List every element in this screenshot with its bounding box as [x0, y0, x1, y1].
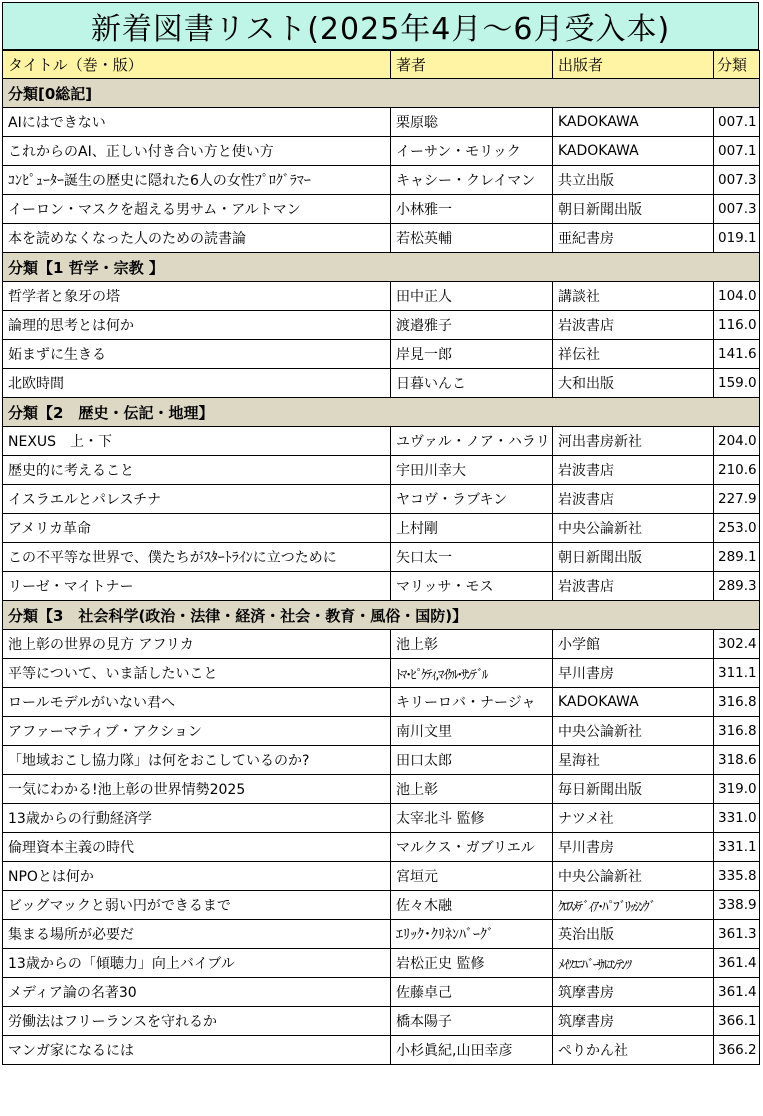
author-cell: 上村剛 — [391, 514, 553, 543]
author-cell: キリーロバ・ナージャ — [391, 688, 553, 717]
book-title-cell: 歴史的に考えること — [3, 456, 391, 485]
book-title-cell: 「地域おこし協力隊」は何をおこしているのか? — [3, 746, 391, 775]
table-body — [3, 79, 760, 1065]
author-cell: 小林雅一 — [391, 195, 553, 224]
book-title-cell: マンガ家になるには — [3, 1036, 391, 1065]
classification-cell: 361.4 — [714, 978, 760, 1007]
classification-cell: 007.1 — [714, 137, 760, 166]
author-cell: 若松英輔 — [391, 224, 553, 253]
table-row — [3, 543, 760, 572]
table-row — [3, 978, 760, 1007]
publisher-cell: KADOKAWA — [553, 688, 714, 717]
classification-cell: 116.0 — [714, 311, 760, 340]
publisher-cell: 岩波書店 — [553, 572, 714, 601]
table-row — [3, 311, 760, 340]
book-title-cell: AIにはできない — [3, 108, 391, 137]
classification-cell: 210.6 — [714, 456, 760, 485]
author-cell: 佐藤卓己 — [391, 978, 553, 1007]
book-title-cell: 池上彰の世界の見方 アフリカ — [3, 630, 391, 659]
table-row — [3, 630, 760, 659]
publisher-cell: ｸﾛｽﾒﾃﾞｨｱ･ﾊﾟﾌﾞﾘｯｼﾝｸﾞ — [553, 891, 714, 920]
classification-cell: 302.4 — [714, 630, 760, 659]
classification-cell: 366.1 — [714, 1007, 760, 1036]
book-title-cell: アファーマティブ・アクション — [3, 717, 391, 746]
classification-cell: 316.8 — [714, 717, 760, 746]
table-row — [3, 369, 760, 398]
publisher-cell: ﾒｲﾂﾕﾆﾊﾞｰｻﾙｺﾝﾃﾝﾂ — [553, 949, 714, 978]
category-label: 分類[0総記] — [3, 79, 760, 108]
table-row — [3, 920, 760, 949]
book-title-cell: NEXUS 上・下 — [3, 427, 391, 456]
book-title-cell: イスラエルとパレスチナ — [3, 485, 391, 514]
category-row — [3, 79, 760, 108]
author-cell: 矢口太一 — [391, 543, 553, 572]
sheet-title: 新着図書リスト(2025年4月～6月受入本) — [2, 2, 759, 50]
table-row — [3, 804, 760, 833]
publisher-cell: 早川書房 — [553, 659, 714, 688]
book-title-cell: 13歳からの行動経済学 — [3, 804, 391, 833]
author-cell: マルクス・ガブリエル — [391, 833, 553, 862]
classification-cell: 331.1 — [714, 833, 760, 862]
classification-cell: 335.8 — [714, 862, 760, 891]
author-cell: 南川文里 — [391, 717, 553, 746]
publisher-cell: KADOKAWA — [553, 137, 714, 166]
author-cell: 橋本陽子 — [391, 1007, 553, 1036]
table-row — [3, 456, 760, 485]
table-row — [3, 717, 760, 746]
author-cell: 宮垣元 — [391, 862, 553, 891]
author-cell: キャシー・クレイマン — [391, 166, 553, 195]
author-cell: ヤコヴ・ラブキン — [391, 485, 553, 514]
book-title-cell: この不平等な世界で、僕たちがｽﾀｰﾄﾗｲﾝに立つために — [3, 543, 391, 572]
author-cell: ﾄﾏ･ﾋﾟｹﾃｨ,ﾏｲｹﾙ･ｻﾝﾃﾞﾙ — [391, 659, 553, 688]
classification-cell: 019.1 — [714, 224, 760, 253]
classification-cell: 338.9 — [714, 891, 760, 920]
classification-cell: 289.1 — [714, 543, 760, 572]
table-row — [3, 833, 760, 862]
category-row — [3, 398, 760, 427]
classification-cell: 319.0 — [714, 775, 760, 804]
table-row — [3, 688, 760, 717]
author-cell: 渡邉雅子 — [391, 311, 553, 340]
table-row — [3, 949, 760, 978]
publisher-cell: KADOKAWA — [553, 108, 714, 137]
header-publisher: 出版者 — [553, 51, 714, 79]
publisher-cell: 講談社 — [553, 282, 714, 311]
author-cell: イーサン・モリック — [391, 137, 553, 166]
author-cell: 宇田川幸大 — [391, 456, 553, 485]
classification-cell: 159.0 — [714, 369, 760, 398]
classification-cell: 331.0 — [714, 804, 760, 833]
book-title-cell: 論理的思考とは何か — [3, 311, 391, 340]
author-cell: 栗原聡 — [391, 108, 553, 137]
author-cell: 岸見一郎 — [391, 340, 553, 369]
publisher-cell: ぺりかん社 — [553, 1036, 714, 1065]
publisher-cell: 朝日新聞出版 — [553, 543, 714, 572]
book-title-cell: 本を読めなくなった人のための読書論 — [3, 224, 391, 253]
table-row — [3, 166, 760, 195]
classification-cell: 227.9 — [714, 485, 760, 514]
classification-cell: 007.3 — [714, 195, 760, 224]
header-author: 著者 — [391, 51, 553, 79]
book-title-cell: 集まる場所が必要だ — [3, 920, 391, 949]
publisher-cell: 祥伝社 — [553, 340, 714, 369]
book-title-cell: 哲学者と象牙の塔 — [3, 282, 391, 311]
header-row — [3, 51, 760, 79]
table-row — [3, 891, 760, 920]
author-cell: 日暮いんこ — [391, 369, 553, 398]
book-list-sheet — [2, 2, 759, 1065]
author-cell: 池上彰 — [391, 775, 553, 804]
publisher-cell: 中央公論新社 — [553, 514, 714, 543]
classification-cell: 007.1 — [714, 108, 760, 137]
table-row — [3, 659, 760, 688]
book-title-cell: 北欧時間 — [3, 369, 391, 398]
book-title-cell: ｺﾝﾋﾟｭｰﾀｰ誕生の歴史に隠れた6人の女性ﾌﾟﾛｸﾞﾗﾏｰ — [3, 166, 391, 195]
category-row — [3, 253, 760, 282]
classification-cell: 318.6 — [714, 746, 760, 775]
classification-cell: 361.4 — [714, 949, 760, 978]
table-row — [3, 108, 760, 137]
book-title-cell: NPOとは何か — [3, 862, 391, 891]
classification-cell: 366.2 — [714, 1036, 760, 1065]
author-cell: 池上彰 — [391, 630, 553, 659]
author-cell: 田口太郎 — [391, 746, 553, 775]
publisher-cell: 朝日新聞出版 — [553, 195, 714, 224]
classification-cell: 361.3 — [714, 920, 760, 949]
table-row — [3, 1007, 760, 1036]
classification-cell: 289.3 — [714, 572, 760, 601]
book-title-cell: ロールモデルがいない君へ — [3, 688, 391, 717]
publisher-cell: 亜紀書房 — [553, 224, 714, 253]
author-cell: 太宰北斗 監修 — [391, 804, 553, 833]
book-table — [2, 50, 760, 1065]
table-row — [3, 340, 760, 369]
classification-cell: 311.1 — [714, 659, 760, 688]
classification-cell: 104.0 — [714, 282, 760, 311]
publisher-cell: 中央公論新社 — [553, 717, 714, 746]
header-classification: 分類 — [714, 51, 760, 79]
book-title-cell: 妬まずに生きる — [3, 340, 391, 369]
publisher-cell: 早川書房 — [553, 833, 714, 862]
table-row — [3, 195, 760, 224]
author-cell: 佐々木融 — [391, 891, 553, 920]
publisher-cell: 小学館 — [553, 630, 714, 659]
category-label: 分類【2 歴史・伝記・地理】 — [3, 398, 760, 427]
table-row — [3, 485, 760, 514]
classification-cell: 204.0 — [714, 427, 760, 456]
publisher-cell: 筑摩書房 — [553, 1007, 714, 1036]
table-row — [3, 746, 760, 775]
classification-cell: 253.0 — [714, 514, 760, 543]
table-row — [3, 1036, 760, 1065]
table-row — [3, 282, 760, 311]
author-cell: 岩松正史 監修 — [391, 949, 553, 978]
book-title-cell: 倫理資本主義の時代 — [3, 833, 391, 862]
publisher-cell: 岩波書店 — [553, 456, 714, 485]
book-title-cell: 13歳からの「傾聴力」向上バイブル — [3, 949, 391, 978]
table-row — [3, 514, 760, 543]
publisher-cell: 岩波書店 — [553, 485, 714, 514]
author-cell: ユヴァル・ノア・ハラリ — [391, 427, 553, 456]
book-title-cell: イーロン・マスクを超える男サム・アルトマン — [3, 195, 391, 224]
author-cell: マリッサ・モス — [391, 572, 553, 601]
book-title-cell: メディア論の名著30 — [3, 978, 391, 1007]
book-title-cell: リーゼ・マイトナー — [3, 572, 391, 601]
header-title: タイトル（巻・版） — [3, 51, 391, 79]
table-row — [3, 137, 760, 166]
classification-cell: 316.8 — [714, 688, 760, 717]
author-cell: 小杉眞紀,山田幸彦 — [391, 1036, 553, 1065]
publisher-cell: 英治出版 — [553, 920, 714, 949]
classification-cell: 141.6 — [714, 340, 760, 369]
book-title-cell: 労働法はフリーランスを守れるか — [3, 1007, 391, 1036]
table-row — [3, 572, 760, 601]
publisher-cell: 岩波書店 — [553, 311, 714, 340]
book-title-cell: これからのAI、正しい付き合い方と使い方 — [3, 137, 391, 166]
publisher-cell: 共立出版 — [553, 166, 714, 195]
publisher-cell: 中央公論新社 — [553, 862, 714, 891]
publisher-cell: 星海社 — [553, 746, 714, 775]
table-row — [3, 775, 760, 804]
author-cell: 田中正人 — [391, 282, 553, 311]
book-title-cell: 一気にわかる!池上彰の世界情勢2025 — [3, 775, 391, 804]
category-label: 分類【3 社会科学(政治・法律・経済・社会・教育・風俗・国防)】 — [3, 601, 760, 630]
category-row — [3, 601, 760, 630]
author-cell: ｴﾘｯｸ･ｸﾘﾈﾝﾊﾞｰｸﾞ — [391, 920, 553, 949]
book-title-cell: アメリカ革命 — [3, 514, 391, 543]
book-title-cell: ビッグマックと弱い円ができるまで — [3, 891, 391, 920]
table-row — [3, 862, 760, 891]
category-label: 分類【1 哲学・宗教 】 — [3, 253, 760, 282]
classification-cell: 007.3 — [714, 166, 760, 195]
publisher-cell: 毎日新聞出版 — [553, 775, 714, 804]
publisher-cell: 河出書房新社 — [553, 427, 714, 456]
publisher-cell: 大和出版 — [553, 369, 714, 398]
publisher-cell: 筑摩書房 — [553, 978, 714, 1007]
book-title-cell: 平等について、いま話したいこと — [3, 659, 391, 688]
table-row — [3, 427, 760, 456]
table-row — [3, 224, 760, 253]
publisher-cell: ナツメ社 — [553, 804, 714, 833]
